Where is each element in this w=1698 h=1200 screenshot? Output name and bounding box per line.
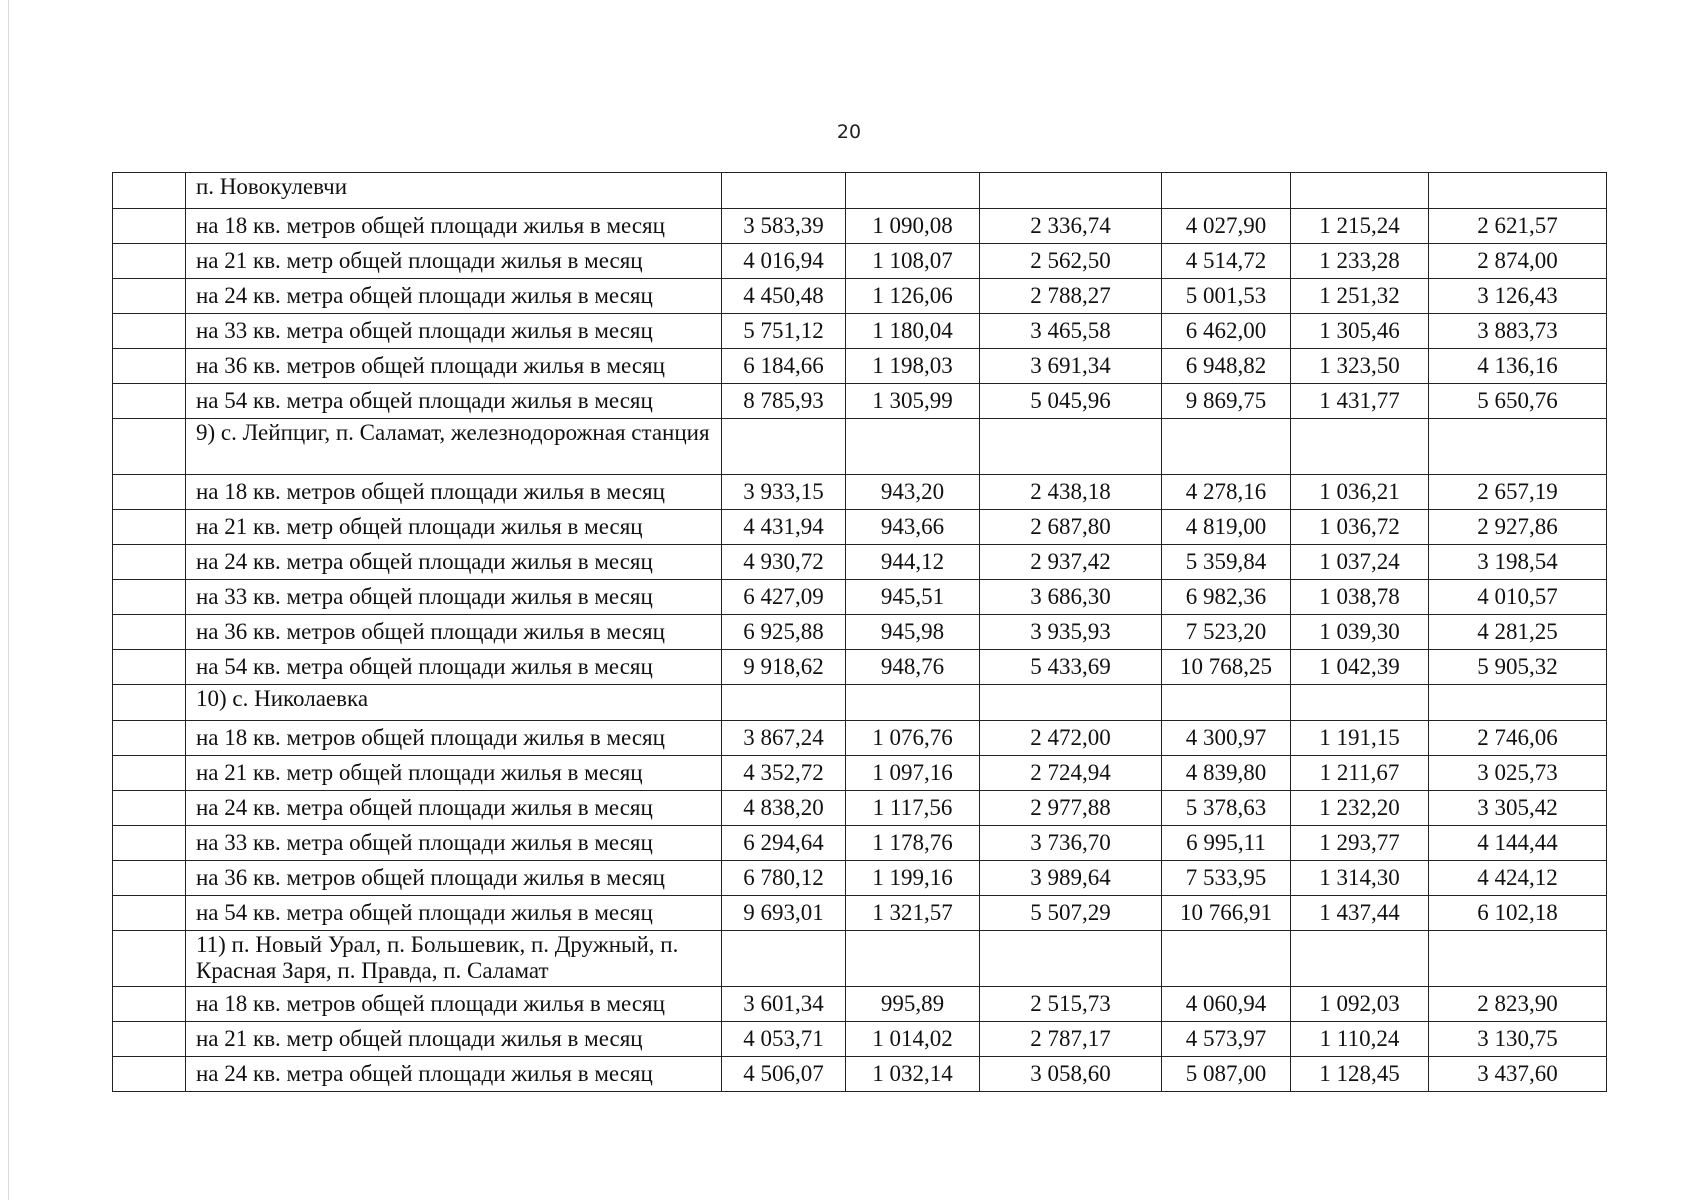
row-label: на 24 кв. метра общей площади жилья в месяц — [186, 545, 722, 580]
value-cell: 2 687,80 — [980, 510, 1162, 545]
table-row — [113, 384, 1607, 419]
empty-cell — [1429, 173, 1607, 209]
value-cell: 10 768,25 — [1162, 650, 1291, 685]
section-header-row — [113, 173, 1607, 209]
value-cell: 4 281,25 — [1429, 615, 1607, 650]
row-label: на 24 кв. метра общей площади жилья в месяц — [186, 791, 722, 826]
value-cell: 1 076,76 — [846, 721, 980, 756]
row-label: на 21 кв. метр общей площади жилья в месяц — [186, 244, 722, 279]
empty-cell — [1291, 931, 1429, 987]
value-cell: 6 184,66 — [722, 349, 846, 384]
value-cell: 1 431,77 — [1291, 384, 1429, 419]
row-label: на 33 кв. метра общей площади жилья в месяц — [186, 580, 722, 615]
empty-cell — [1429, 931, 1607, 987]
value-cell: 4 352,72 — [722, 756, 846, 791]
row-number-cell — [113, 475, 186, 510]
value-cell: 3 601,34 — [722, 987, 846, 1022]
row-label: на 36 кв. метров общей площади жилья в месяц — [186, 349, 722, 384]
empty-cell — [722, 931, 846, 987]
value-cell: 3 883,73 — [1429, 314, 1607, 349]
value-cell: 943,66 — [846, 510, 980, 545]
value-cell: 3 126,43 — [1429, 279, 1607, 314]
empty-cell — [1162, 173, 1291, 209]
value-cell: 6 462,00 — [1162, 314, 1291, 349]
value-cell: 1 126,06 — [846, 279, 980, 314]
row-number-cell — [113, 896, 186, 931]
value-cell: 1 038,78 — [1291, 580, 1429, 615]
value-cell: 1 437,44 — [1291, 896, 1429, 931]
row-label: на 54 кв. метра общей площади жилья в месяц — [186, 650, 722, 685]
row-label: на 24 кв. метра общей площади жилья в месяц — [186, 279, 722, 314]
value-cell: 1 323,50 — [1291, 349, 1429, 384]
empty-cell — [722, 685, 846, 721]
value-cell: 3 058,60 — [980, 1057, 1162, 1092]
section-header-row — [113, 931, 1607, 987]
row-number-cell — [113, 419, 186, 475]
row-label: на 36 кв. метров общей площади жилья в месяц — [186, 615, 722, 650]
value-cell: 4 514,72 — [1162, 244, 1291, 279]
value-cell: 1 032,14 — [846, 1057, 980, 1092]
value-cell: 2 336,74 — [980, 209, 1162, 244]
row-label: на 21 кв. метр общей площади жилья в месяц — [186, 1022, 722, 1057]
row-label: на 33 кв. метра общей площади жилья в месяц — [186, 826, 722, 861]
table-body — [113, 173, 1607, 1092]
value-cell: 2 724,94 — [980, 756, 1162, 791]
value-cell: 5 087,00 — [1162, 1057, 1291, 1092]
table-row — [113, 756, 1607, 791]
row-number-cell — [113, 987, 186, 1022]
row-label: на 18 кв. метров общей площади жилья в месяц — [186, 475, 722, 510]
row-label: на 18 кв. метров общей площади жилья в месяц — [186, 721, 722, 756]
value-cell: 2 515,73 — [980, 987, 1162, 1022]
value-cell: 9 869,75 — [1162, 384, 1291, 419]
value-cell: 4 010,57 — [1429, 580, 1607, 615]
value-cell: 7 533,95 — [1162, 861, 1291, 896]
table-row — [113, 545, 1607, 580]
value-cell: 1 211,67 — [1291, 756, 1429, 791]
value-cell: 6 948,82 — [1162, 349, 1291, 384]
row-label: на 54 кв. метра общей площади жилья в месяц — [186, 896, 722, 931]
value-cell: 5 751,12 — [722, 314, 846, 349]
value-cell: 2 472,00 — [980, 721, 1162, 756]
value-cell: 4 450,48 — [722, 279, 846, 314]
value-cell: 1 037,24 — [1291, 545, 1429, 580]
row-label: на 18 кв. метров общей площади жилья в месяц — [186, 987, 722, 1022]
value-cell: 1 233,28 — [1291, 244, 1429, 279]
value-cell: 995,89 — [846, 987, 980, 1022]
value-cell: 4 060,94 — [1162, 987, 1291, 1022]
value-cell: 1 191,15 — [1291, 721, 1429, 756]
value-cell: 2 788,27 — [980, 279, 1162, 314]
table-row — [113, 896, 1607, 931]
value-cell: 3 437,60 — [1429, 1057, 1607, 1092]
value-cell: 9 693,01 — [722, 896, 846, 931]
empty-cell — [980, 685, 1162, 721]
value-cell: 943,20 — [846, 475, 980, 510]
row-number-cell — [113, 650, 186, 685]
value-cell: 3 935,93 — [980, 615, 1162, 650]
value-cell: 4 573,97 — [1162, 1022, 1291, 1057]
row-number-cell — [113, 384, 186, 419]
value-cell: 5 433,69 — [980, 650, 1162, 685]
value-cell: 2 787,17 — [980, 1022, 1162, 1057]
value-cell: 5 359,84 — [1162, 545, 1291, 580]
value-cell: 1 178,76 — [846, 826, 980, 861]
value-cell: 1 128,45 — [1291, 1057, 1429, 1092]
row-number-cell — [113, 721, 186, 756]
value-cell: 1 180,04 — [846, 314, 980, 349]
value-cell: 3 989,64 — [980, 861, 1162, 896]
row-label: на 54 кв. метра общей площади жилья в месяц — [186, 384, 722, 419]
value-cell: 2 562,50 — [980, 244, 1162, 279]
section-title: 9) с. Лейпциг, п. Саламат, железнодорожная станция — [186, 419, 722, 475]
row-number-cell — [113, 173, 186, 209]
row-number-cell — [113, 826, 186, 861]
empty-cell — [846, 419, 980, 475]
table-row — [113, 615, 1607, 650]
empty-cell — [722, 419, 846, 475]
value-cell: 5 905,32 — [1429, 650, 1607, 685]
value-cell: 4 839,80 — [1162, 756, 1291, 791]
value-cell: 3 025,73 — [1429, 756, 1607, 791]
value-cell: 2 927,86 — [1429, 510, 1607, 545]
row-label: на 21 кв. метр общей площади жилья в месяц — [186, 756, 722, 791]
empty-cell — [1291, 685, 1429, 721]
value-cell: 2 823,90 — [1429, 987, 1607, 1022]
value-cell: 948,76 — [846, 650, 980, 685]
value-cell: 6 925,88 — [722, 615, 846, 650]
row-label: на 33 кв. метра общей площади жилья в месяц — [186, 314, 722, 349]
row-number-cell — [113, 615, 186, 650]
row-number-cell — [113, 756, 186, 791]
empty-cell — [1291, 419, 1429, 475]
section-header-row — [113, 419, 1607, 475]
value-cell: 3 736,70 — [980, 826, 1162, 861]
table-row — [113, 791, 1607, 826]
value-cell: 944,12 — [846, 545, 980, 580]
section-title: 11) п. Новый Урал, п. Большевик, п. Дружный, п. Красная Заря, п. Правда, п. Саламат — [186, 931, 722, 987]
value-cell: 5 378,63 — [1162, 791, 1291, 826]
value-cell: 1 042,39 — [1291, 650, 1429, 685]
table-row — [113, 1022, 1607, 1057]
row-number-cell — [113, 1057, 186, 1092]
value-cell: 2 874,00 — [1429, 244, 1607, 279]
value-cell: 4 930,72 — [722, 545, 846, 580]
value-cell: 1 117,56 — [846, 791, 980, 826]
value-cell: 6 982,36 — [1162, 580, 1291, 615]
empty-cell — [722, 173, 846, 209]
value-cell: 945,98 — [846, 615, 980, 650]
value-cell: 4 136,16 — [1429, 349, 1607, 384]
value-cell: 8 785,93 — [722, 384, 846, 419]
table-row — [113, 209, 1607, 244]
value-cell: 4 278,16 — [1162, 475, 1291, 510]
value-cell: 3 305,42 — [1429, 791, 1607, 826]
table-row — [113, 987, 1607, 1022]
row-number-cell — [113, 685, 186, 721]
value-cell: 6 102,18 — [1429, 896, 1607, 931]
empty-cell — [1162, 931, 1291, 987]
value-cell: 4 300,97 — [1162, 721, 1291, 756]
value-cell: 1 321,57 — [846, 896, 980, 931]
table-row — [113, 721, 1607, 756]
value-cell: 2 621,57 — [1429, 209, 1607, 244]
value-cell: 2 657,19 — [1429, 475, 1607, 510]
table-row — [113, 580, 1607, 615]
value-cell: 4 506,07 — [722, 1057, 846, 1092]
empty-cell — [1291, 173, 1429, 209]
value-cell: 3 691,34 — [980, 349, 1162, 384]
row-number-cell — [113, 279, 186, 314]
table-row — [113, 244, 1607, 279]
row-label: на 21 кв. метр общей площади жилья в месяц — [186, 510, 722, 545]
value-cell: 1 036,72 — [1291, 510, 1429, 545]
empty-cell — [980, 419, 1162, 475]
value-cell: 3 686,30 — [980, 580, 1162, 615]
section-header-row — [113, 685, 1607, 721]
empty-cell — [980, 173, 1162, 209]
row-label: на 36 кв. метров общей площади жилья в месяц — [186, 861, 722, 896]
table-row — [113, 475, 1607, 510]
row-label: на 24 кв. метра общей площади жилья в месяц — [186, 1057, 722, 1092]
row-number-cell — [113, 314, 186, 349]
value-cell: 1 293,77 — [1291, 826, 1429, 861]
value-cell: 3 198,54 — [1429, 545, 1607, 580]
value-cell: 4 424,12 — [1429, 861, 1607, 896]
value-cell: 1 092,03 — [1291, 987, 1429, 1022]
value-cell: 2 937,42 — [980, 545, 1162, 580]
value-cell: 1 198,03 — [846, 349, 980, 384]
value-cell: 7 523,20 — [1162, 615, 1291, 650]
value-cell: 1 305,99 — [846, 384, 980, 419]
value-cell: 1 251,32 — [1291, 279, 1429, 314]
value-cell: 1 036,21 — [1291, 475, 1429, 510]
row-number-cell — [113, 244, 186, 279]
value-cell: 10 766,91 — [1162, 896, 1291, 931]
empty-cell — [1162, 419, 1291, 475]
value-cell: 5 507,29 — [980, 896, 1162, 931]
value-cell: 1 110,24 — [1291, 1022, 1429, 1057]
value-cell: 4 016,94 — [722, 244, 846, 279]
value-cell: 1 215,24 — [1291, 209, 1429, 244]
value-cell: 1 199,16 — [846, 861, 980, 896]
empty-cell — [1162, 685, 1291, 721]
table-row — [113, 826, 1607, 861]
value-cell: 4 027,90 — [1162, 209, 1291, 244]
value-cell: 1 014,02 — [846, 1022, 980, 1057]
value-cell: 1 039,30 — [1291, 615, 1429, 650]
empty-cell — [846, 173, 980, 209]
value-cell: 4 144,44 — [1429, 826, 1607, 861]
value-cell: 1 232,20 — [1291, 791, 1429, 826]
section-title: п. Новокулевчи — [186, 173, 722, 209]
value-cell: 2 438,18 — [980, 475, 1162, 510]
page-edge-line — [8, 0, 9, 1200]
value-cell: 5 001,53 — [1162, 279, 1291, 314]
section-title: 10) с. Николаевка — [186, 685, 722, 721]
value-cell: 3 465,58 — [980, 314, 1162, 349]
value-cell: 6 995,11 — [1162, 826, 1291, 861]
tariff-table — [112, 172, 1607, 1092]
value-cell: 1 305,46 — [1291, 314, 1429, 349]
value-cell: 5 045,96 — [980, 384, 1162, 419]
value-cell: 4 838,20 — [722, 791, 846, 826]
table-row — [113, 510, 1607, 545]
value-cell: 5 650,76 — [1429, 384, 1607, 419]
table-row — [113, 1057, 1607, 1092]
empty-cell — [1429, 419, 1607, 475]
value-cell: 4 053,71 — [722, 1022, 846, 1057]
empty-cell — [846, 931, 980, 987]
row-number-cell — [113, 861, 186, 896]
row-number-cell — [113, 510, 186, 545]
value-cell: 2 746,06 — [1429, 721, 1607, 756]
value-cell: 1 108,07 — [846, 244, 980, 279]
value-cell: 6 294,64 — [722, 826, 846, 861]
row-number-cell — [113, 209, 186, 244]
row-label: на 18 кв. метров общей площади жилья в месяц — [186, 209, 722, 244]
empty-cell — [1429, 685, 1607, 721]
value-cell: 4 431,94 — [722, 510, 846, 545]
row-number-cell — [113, 1022, 186, 1057]
value-cell: 3 583,39 — [722, 209, 846, 244]
value-cell: 1 097,16 — [846, 756, 980, 791]
value-cell: 3 867,24 — [722, 721, 846, 756]
row-number-cell — [113, 791, 186, 826]
row-number-cell — [113, 349, 186, 384]
value-cell: 3 933,15 — [722, 475, 846, 510]
value-cell: 1 090,08 — [846, 209, 980, 244]
row-number-cell — [113, 580, 186, 615]
row-number-cell — [113, 545, 186, 580]
table-row — [113, 650, 1607, 685]
value-cell: 9 918,62 — [722, 650, 846, 685]
row-number-cell — [113, 931, 186, 987]
value-cell: 6 427,09 — [722, 580, 846, 615]
table-row — [113, 314, 1607, 349]
table-row — [113, 861, 1607, 896]
table-row — [113, 279, 1607, 314]
table-row — [113, 349, 1607, 384]
empty-cell — [980, 931, 1162, 987]
value-cell: 1 314,30 — [1291, 861, 1429, 896]
value-cell: 945,51 — [846, 580, 980, 615]
value-cell: 2 977,88 — [980, 791, 1162, 826]
page-number: 20 — [836, 121, 862, 143]
value-cell: 3 130,75 — [1429, 1022, 1607, 1057]
value-cell: 4 819,00 — [1162, 510, 1291, 545]
value-cell: 6 780,12 — [722, 861, 846, 896]
empty-cell — [846, 685, 980, 721]
